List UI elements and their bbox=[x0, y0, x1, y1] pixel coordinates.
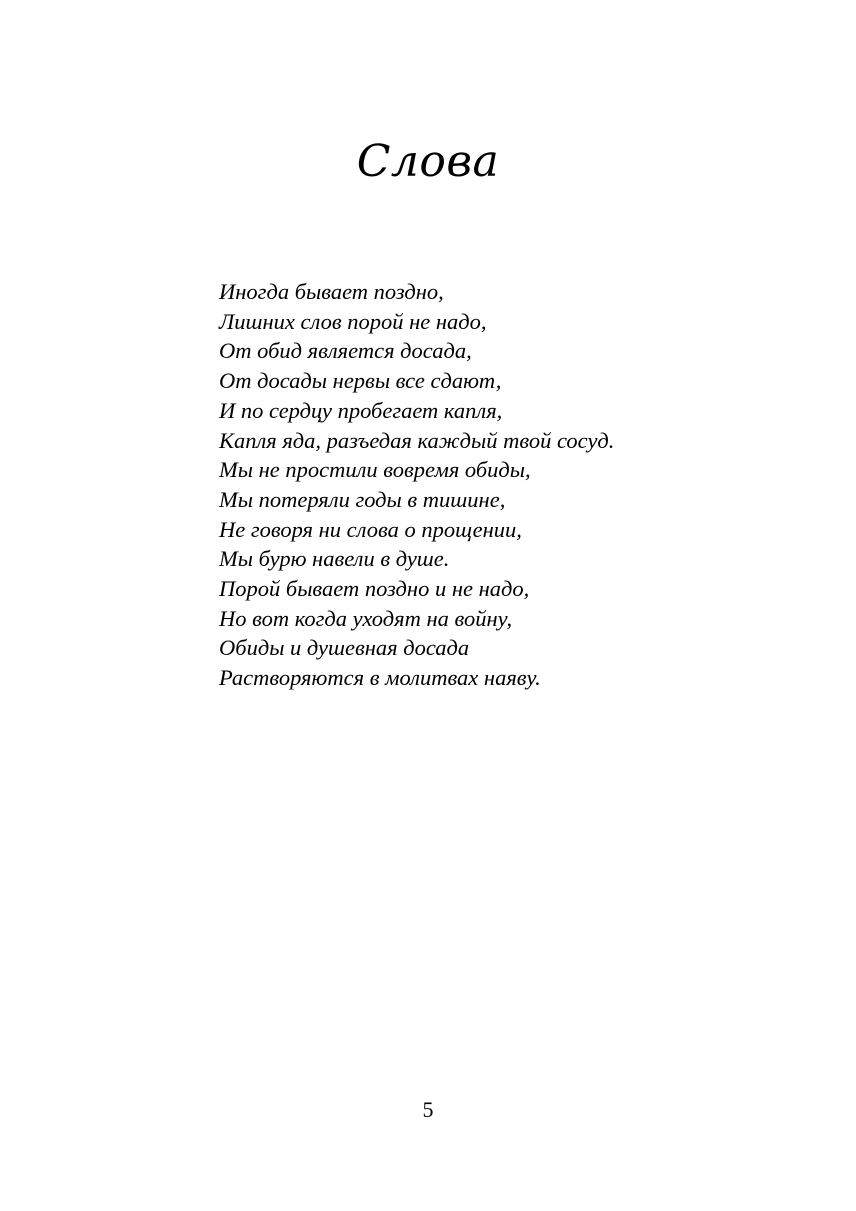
poem-line: Мы потеряли годы в тишине, bbox=[219, 486, 506, 512]
page-number: 5 bbox=[422, 1097, 434, 1122]
poem-line: Но вот когда уходят на войну, bbox=[219, 605, 513, 631]
poem-line: Растворяются в молитвах наяву. bbox=[219, 665, 541, 691]
poem-line: Не говоря ни слова о прощении, bbox=[219, 516, 522, 542]
poem-line: Лишних слов порой не надо, bbox=[219, 308, 487, 334]
poem-line: Обиды и душевная досада bbox=[219, 635, 470, 661]
poem-line: От обид является досада, bbox=[219, 338, 472, 364]
poem-line: Мы бурю навели в душе. bbox=[219, 546, 450, 572]
poem-line: От досады нервы все сдают, bbox=[219, 368, 502, 394]
poem-line: И по сердцу пробегает капля, bbox=[219, 397, 503, 423]
poem-line: Мы не простили вовремя обиды, bbox=[219, 457, 531, 483]
poem-line: Иногда бывает поздно, bbox=[219, 279, 444, 304]
poem-line: Капля яда, разъедая каждый твой сосуд. bbox=[219, 427, 615, 453]
poem-body bbox=[219, 277, 779, 693]
poem-line: Порой бывает поздно и не надо, bbox=[219, 576, 530, 602]
poem-title: Слова bbox=[356, 136, 500, 187]
